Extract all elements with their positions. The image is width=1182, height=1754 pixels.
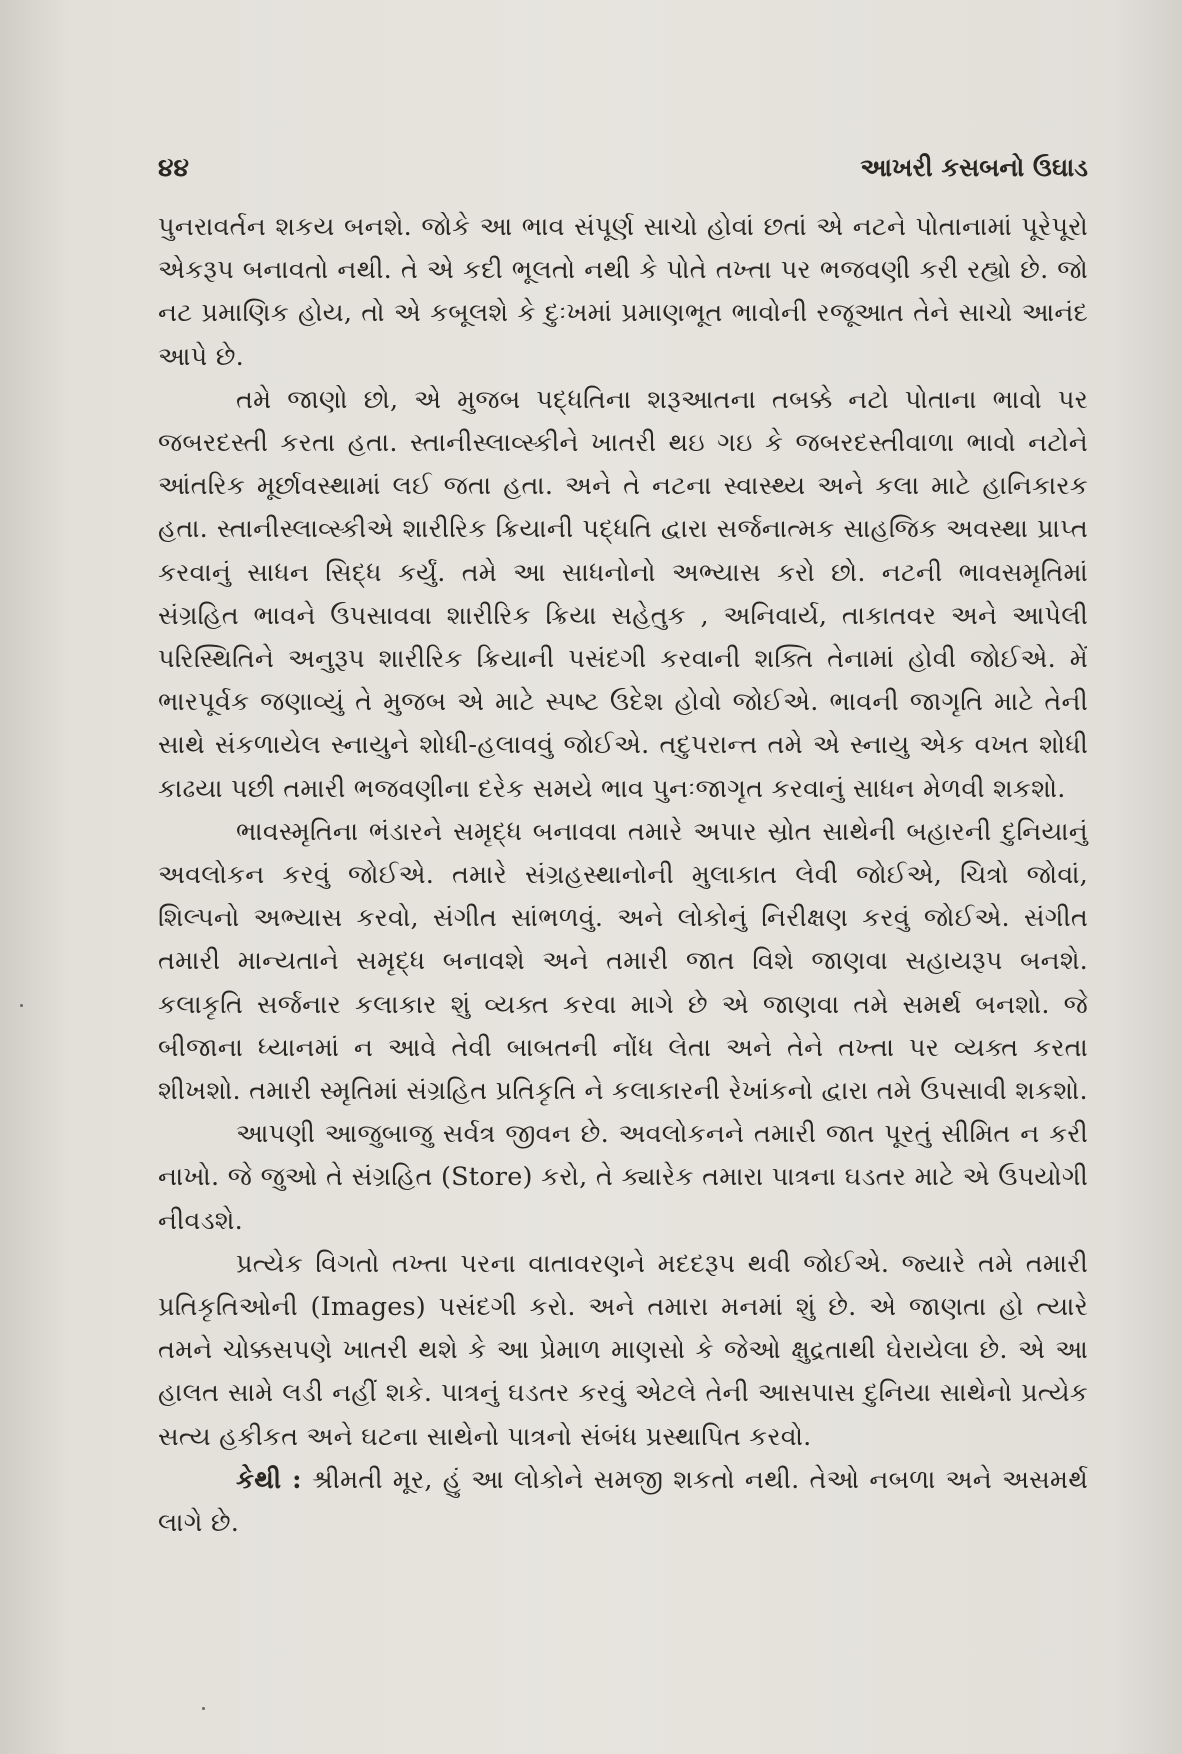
page-body [158,206,1088,1545]
paper-speck [202,1707,205,1710]
speaker-name: કેથી : [236,1464,302,1495]
running-header [158,148,1088,188]
paragraph: પ્રત્યેક વિગતો તખ્તા પરના વાતાવરણને મદદરૂપ થવી જોઈએ. જ્યારે તમે તમારી પ્રતિકૃતિઓની (Images) પસંદગી કરો. અને તમારા મનમાં શું છે. એ જાણતા હો ત્યારે તમને ચોક્કસપણે ખાતરી થશે કે આ પ્રેમાળ માણસો કે જેઓ ક્ષુદ્રતાથી ઘેરાયેલા છે. એ આ હાલત સામે લડી નહીં શકે. પાત્રનું ઘડતર કરવું એટલે તેની આસપાસ દુનિયા સાથેનો પ્રત્યેક સત્ય હકીકત અને ઘટના સાથેનો પાત્રનો સંબંધ પ્રસ્થાપિત કરવો. [158,1248,1088,1452]
paragraph: ભાવસ્મૃતિના ભંડારને સમૃદ્ધ બનાવવા તમારે અપાર સ્રોત સાથેની બહારની દુનિયાનું અવલોકન કરવું જોઈએ. તમારે સંગ્રહસ્થાનોની મુલાકાત લેવી જોઈએ, ચિત્રો જોવાં, શિલ્પનો અભ્યાસ કરવો, સંગીત સાંભળવું. અને લોકોનું નિરીક્ષણ કરવું જોઈએ. સંગીત તમારી માન્યતાને સમૃદ્ધ બનાવશે અને તમારી જાત વિશે જાણવા સહાયરૂપ બનશે. કલાકૃતિ સર્જનાર કલાકાર શું વ્યક્ત કરવા માગે છે એ જાણવા તમે સમર્થ બનશો. જે બીજાના ધ્યાનમાં ન આવે તેવી બાબતની નોંધ લેતા અને તેને તખ્તા પર વ્યક્ત કરતા શીખશો. તમારી સ્મૃતિમાં સંગ્રહિત પ્રતિકૃતિ ને કલાકારની રેખાંકનો દ્વારા તમે ઉપસાવી શકશો. [158,816,1088,1107]
dialogue-line [158,1459,1088,1545]
paragraph-continued: પુનરાવર્તન શકય બનશે. જોકે આ ભાવ સંપૂર્ણ સાચો હોવાં છતાં એ નટને પોતાનામાં પૂરેપૂરો એકરૂપ બનાવતો નથી. તે એ કદી ભૂલતો નથી કે પોતે તખ્તા પર ભજવણી કરી રહ્યો છે. જો નટ પ્રમાણિક હોય, તો એ કબૂલશે કે દુઃખમાં પ્રમાણભૂત ભાવોની રજૂઆત તેને સાચો આનંદ આપે છે. [158,212,1088,372]
paper-speck [20,1004,23,1007]
paragraph: તમે જાણો છો, એ મુજબ પદ્ધતિના શરૂઆતના તબક્કે નટો પોતાના ભાવો પર જબરદસ્તી કરતા હતા. સ્તાનીસ્લાવ્સ્કીને ખાતરી થઇ ગઇ કે જબરદસ્તીવાળા ભાવો નટોને આંતરિક મૂર્છાવસ્થામાં લઈ જતા હતા. અને તે નટના સ્વાસ્થ્ય અને કલા માટે હાનિકારક હતા. સ્તાનીસ્લાવ્સ્કીએ શારીરિક ક્રિયાની પદ્ધતિ દ્વારા સર્જનાત્મક સાહજિક અવસ્થા પ્રાપ્ત કરવાનું સાધન સિદ્ધ કર્યું. તમે આ સાધનોનો અભ્યાસ કરો છો. નટની ભાવસમૃતિમાં સંગ્રહિત ભાવને ઉપસાવવા શારીરિક ક્રિયા સહેતુક , અનિવાર્ય, તાકાતવર અને આપેલી પરિસ્થિતિને અનુરૂપ શારીરિક ક્રિયાની પસંદગી કરવાની શક્તિ તેનામાં હોવી જોઈએ. મેં ભારપૂર્વક જણાવ્યું તે મુજબ એ માટે સ્પષ્ટ ઉદેશ હોવો જોઈએ. ભાવની જાગૃતિ માટે તેની સાથે સંકળાયેલ સ્નાયુને શોધી-હલાવવું જોઈએ. તદુપરાન્ત તમે એ સ્નાયુ એક વખત શોધી કાઢયા પછી તમારી ભજવણીના દરેક સમયે ભાવ પુનઃજાગૃત કરવાનું સાધન મેળવી શકશો. [158,384,1088,804]
chapter-title: આખરી કસબનો ઉઘાડ [860,153,1088,182]
dialogue-text: શ્રીમતી મૂર, હું આ લોકોને સમજી શકતો નથી. તેઓ નબળા અને અસમર્થ લાગે છે. [158,1464,1088,1539]
paragraph: આપણી આજુબાજુ સર્વત્ર જીવન છે. અવલોકનને તમારી જાત પૂરતું સીમિત ન કરી નાખો. જે જુઓ તે સંગ્રહિત (Store) કરો, તે ક્યારેક તમારા પાત્રના ઘડતર માટે એ ઉપયોગી નીવડશે. [158,1119,1088,1236]
page-number: ૪૪ [158,153,190,182]
